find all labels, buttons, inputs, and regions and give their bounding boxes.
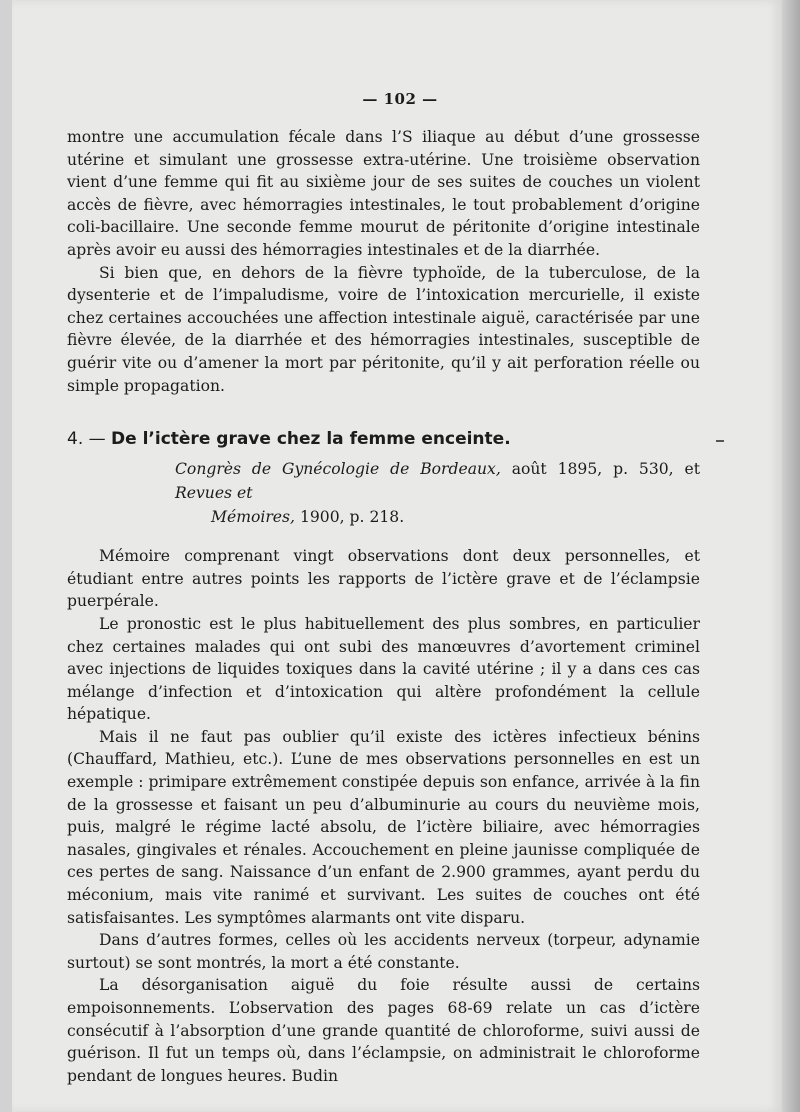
paragraph: Le pronostic est le plus habituellement des plus sombres, en particulier chez certaines malades qui ont subi des manœuvres d’avortement criminel avec injections de liquides toxiques dans la cavité utérine ; il y a dans ces cas mélange d’infection et d’intoxication qui altère profondément la cellule hépatique.	[67, 614, 700, 724]
reference-journal-2b: Mémoires,	[211, 508, 295, 527]
reference-date-pages: août 1895, p. 530, et	[500, 460, 700, 479]
section-number: 4. —	[67, 429, 106, 450]
reference-journal: Congrès de Gynécologie de Bordeaux,	[175, 460, 501, 479]
paragraph: Mémoire comprenant vingt observations dont deux personnelles, et étudiant entre autres points les rapports de l’ictère grave et de l’éclampsie puerpérale.	[67, 547, 700, 611]
section-heading	[67, 427, 700, 451]
page-number: — 102 —	[362, 90, 438, 108]
reference-year-pages: 1900, p. 218.	[295, 508, 405, 527]
section-title: De l’ictère grave chez la femme enceinte.	[111, 429, 511, 450]
section-reference	[175, 457, 700, 529]
paragraph: Dans d’autres formes, celles où les accidents nerveux (torpeur, adynamie surtout) se sont montrés, la mort a été constante.	[67, 931, 700, 972]
paragraph: Si bien que, en dehors de la fièvre typhoïde, de la tuberculose, de la dysenterie et de l’impaludisme, voire de l’intoxication mercurielle, il existe chez certaines accouchées une affection intestinale aiguë, caractérisée par une fièvre élevée, de la diarrhée et des hémorragies intestinales, susceptible de guérir vite ou d’amener la mort par péritonite, qu’il y ait perforation réelle ou simple propagation.	[67, 263, 700, 395]
margin-mark	[716, 440, 724, 442]
page-body	[67, 126, 700, 1087]
reference-line-2	[175, 505, 700, 529]
spacer	[67, 529, 700, 545]
paragraph: Mais il ne faut pas oublier qu’il existe des ictères infectieux bénins (Chauffard, Mathieu, etc.). L’une de mes observations personnelles en est un exemple : primipare extrêmement constipée depuis son enfance, arrivée à la fin de la grossesse et faisant un peu d’albuminurie au cours du neuvième mois, puis, malgré le régime lacté absolu, de l’ictère biliaire, avec hémorragies nasales, gingivales et rénales. Accouchement en pleine jaunisse compliquée de ces pertes de sang. Naissance d’un enfant de 2.900 grammes, ayant perdu du méconium, mais vite ranimé et survivant. Les suites de couches ont été satisfaisantes. Les symptômes alarmants ont vite disparu.	[67, 727, 700, 927]
paragraph-continuation: montre une accumulation fécale dans l’S iliaque au début d’une grossesse utérine et simulant une grossesse extra-utérine. Une troisième observation vient d’une femme qui fit au sixième jour de ses suites de couches un violent accès de fièvre, avec hémorragies intestinales, le tout probablement d’origine coli-bacillaire. Une seconde femme mourut de péritonite d’origine intestinale après avoir eu aussi des hémorragies intestinales et de la diarrhée.	[67, 128, 700, 259]
page-edge-shadow	[782, 0, 800, 1112]
reference-journal-2a: Revues et	[175, 484, 253, 503]
paragraph: La désorganisation aiguë du foie résulte aussi de certains empoisonnements. L’observation des pages 68-69 relate un cas d’ictère consécutif à l’absorption d’une grande quantité de chloroforme, suivi aussi de guérison. Il fut un temps où, dans l’éclampsie, on administrait le chloroforme pendant de longues heures. Budin	[67, 976, 700, 1085]
